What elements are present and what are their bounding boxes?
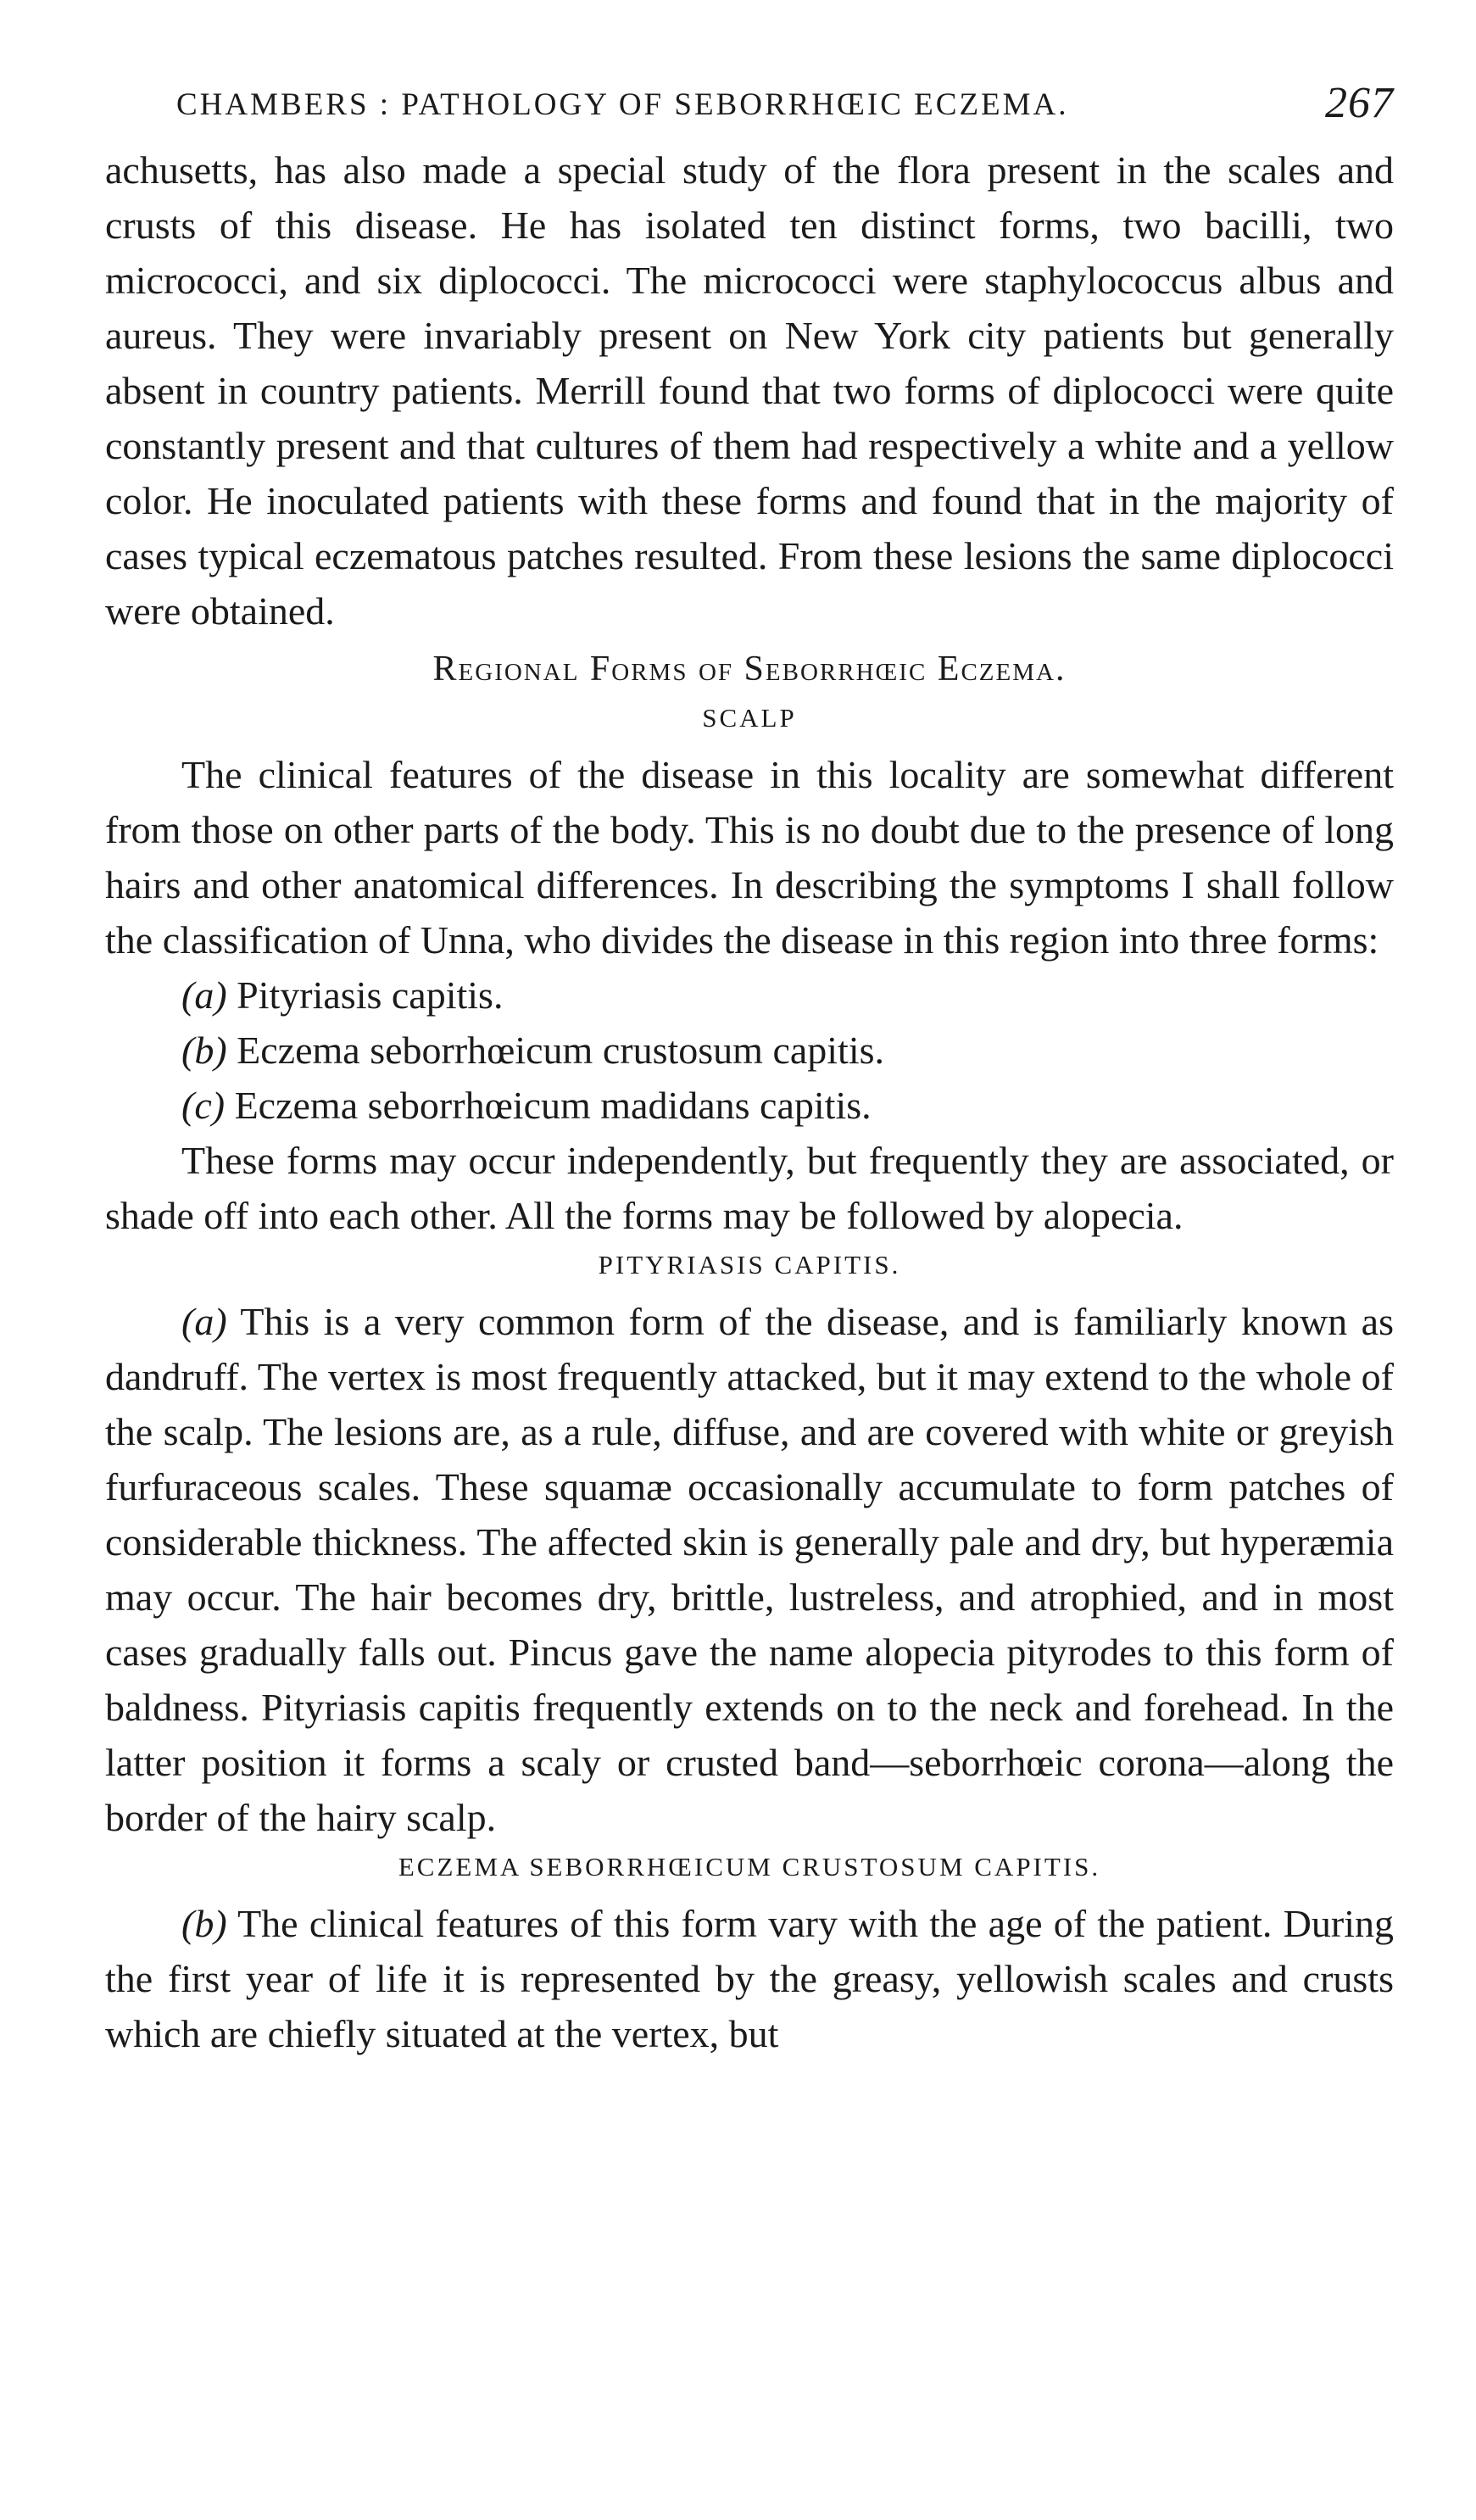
list-marker: (b): [181, 1029, 227, 1072]
page-number: 267: [1325, 79, 1394, 127]
list-marker: (a): [181, 973, 227, 1017]
subheading-crustosum-capitis: ECZEMA SEBORRHŒICUM CRUSTOSUM CAPITIS.: [398, 1852, 1101, 1882]
list-marker: (c): [181, 1084, 226, 1127]
paragraph-marker: (a): [181, 1300, 227, 1343]
subheading-scalp: SCALP: [702, 703, 797, 733]
subheading-pityriasis-capitis: PITYRIASIS CAPITIS.: [598, 1250, 901, 1280]
book-page: [105, 78, 1394, 2061]
paragraph-forms-associated: These forms may occur independently, but frequently they are associated, or shade off into each other. All the forms may be followed by alopecia.: [105, 1139, 1394, 1237]
section-heading-regional-forms: [105, 644, 1394, 694]
paragraph-crustosum: [105, 1896, 1394, 2061]
paragraph-marker: (b): [181, 1902, 227, 1945]
list-text: Eczema seborrhœicum madidans capitis.: [234, 1084, 872, 1127]
list-text: Eczema seborrhœicum crustosum capitis.: [237, 1029, 885, 1072]
running-head: [105, 78, 1394, 142]
paragraph-pityriasis: [105, 1294, 1394, 1845]
paragraph-text: This is a very common form of the disease, and is familiarly known as dandruff. The vertex is most frequently attacked, but it may extend to the whole of the scalp. The lesions are, as a rule, diffuse, and are covered with white or greyish furfuraceous scales. These squamæ occasionally accumulate to form patches of considerable thickness. The affected skin is generally pale and dry, but hyperæmia may occur. The hair becomes dry, brittle, lustreless, and atrophied, and in most cases gradually falls out. Pincus gave the name alopecia pityrodes to this form of baldness. Pityriasis capitis frequently extends on to the neck and forehead. In the latter position it forms a scaly or crusted band—seborrhœic corona—along the border of the hairy scalp.: [105, 1300, 1395, 1839]
section-heading-text: Regional Forms of Seborrhœic Eczema.: [432, 650, 1067, 689]
list-text: Pityriasis capitis.: [237, 973, 504, 1017]
list-item-madidans: [105, 1078, 1394, 1133]
paragraph-text: The clinical features of this form vary with the age of the patient. During the first year of life it is represented by the greasy, yellowish scales and crusts which are chiefly situated at the vertex, but: [105, 1902, 1394, 2055]
list-item-crustosum: [105, 1023, 1394, 1078]
list-item-pityriasis: [105, 967, 1394, 1023]
running-head-title: CHAMBERS : PATHOLOGY OF SEBORRHŒIC ECZEMA.: [176, 87, 1069, 122]
paragraph-flora-study: achusetts, has also made a special study of the flora present in the scales and crusts of this disease. He has isolated ten distinct forms, two bacilli, two micrococci, and six diplococci. The micrococci were staphylococcus albus and aureus. They were invariably present on New York city patients but generally absent in country patients. Merrill found that two forms of diplococci were quite constantly present and that cultures of them had respectively a white and a yellow color. He inoculated patients with these forms and found that in the majority of cases typical eczematous patches resulted. From these lesions the same diplococci were obtained.: [105, 148, 1394, 633]
paragraph-scalp-features: The clinical features of the disease in this locality are somewhat different from those on other parts of the body. This is no doubt due to the presence of long hairs and other anatomical differences. In describing the symptoms I shall follow the classification of Unna, who divides the disease in this region into three forms:: [105, 753, 1394, 962]
